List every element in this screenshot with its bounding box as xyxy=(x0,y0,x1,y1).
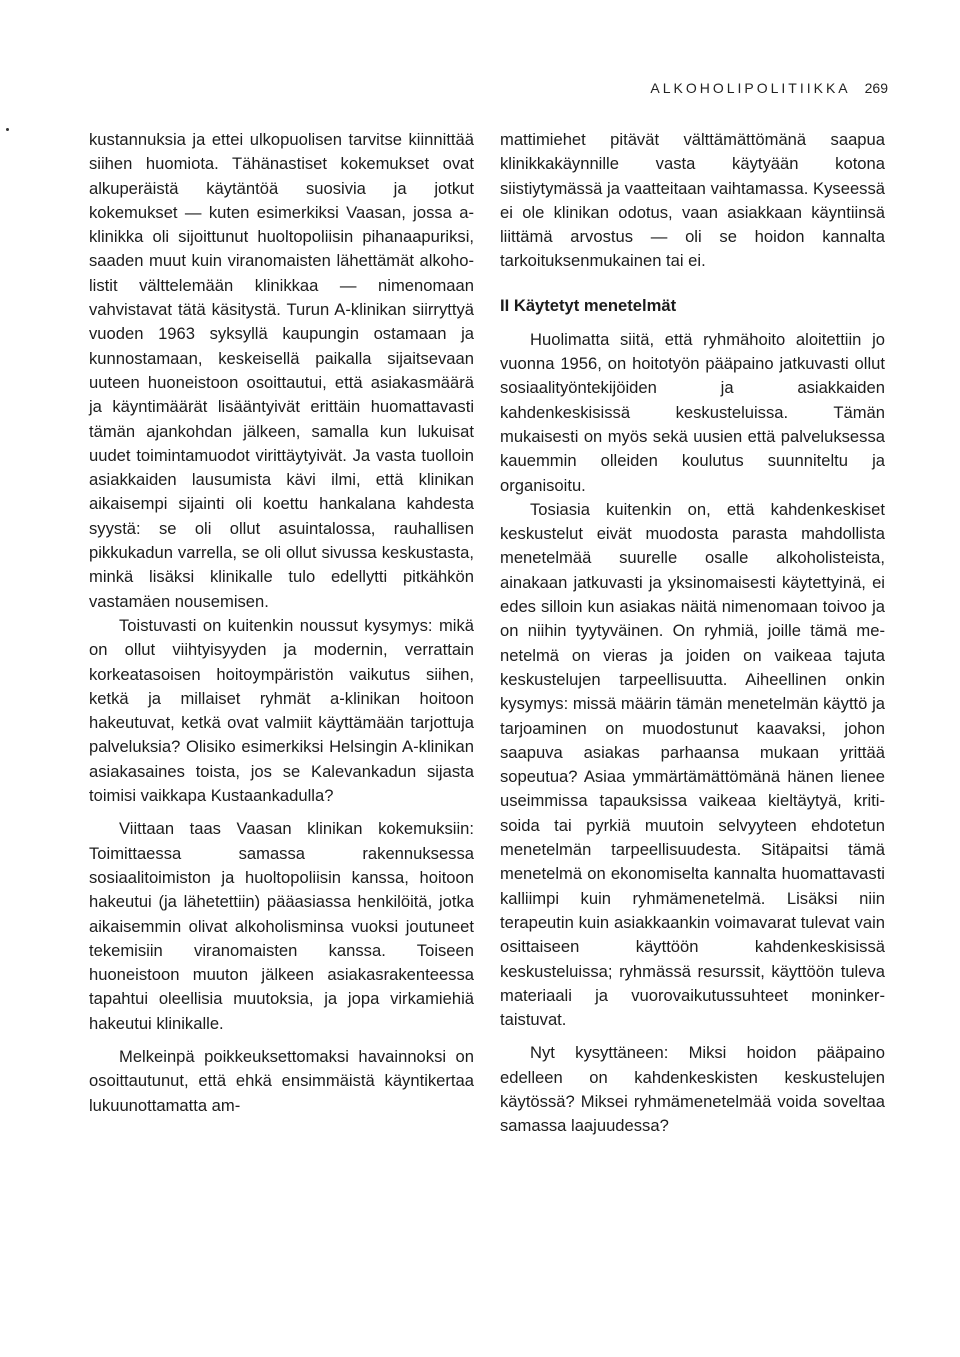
paragraph: Tosiasia kuitenkin on, että kahdenkeskiset keskustelut eivät muodosta parasta mahdollista menetelmää suurelle osalle alkoholisteista, ainakaan jatkuvasti ja yksinomaisesti käytettyinä, ei edes silloin kun asiakas näitä nimenomaan toivoo ja on niihin tyytyväinen. On ryhmiä, joille tämä menetelmä on vieras ja joiden on vaikeaa tajuta keskustelujen tarpeellisuutta. Aiheellinen onkin kysymys: missä määrin tämän menetelmän käyttö ja tarjoaminen on muodostunut kaavaksi, johon saapuva asiakas parhaansa mukaan yrittää sopeutua? Asiaa ymmärtämättömänä hänen lienee useimmissa tapauksissa vaikeaa kieltäytyä, kritisoida tai pyrkiä muutoin selvyyteen ehdotetun menetelmän tarpeellisuudesta. Sitäpaitsi tämä menetelmä on ekonomiselta kannalta huomattavasti kalliimpi kuin ryhmämenetelmä. Lisäksi niin terapeutin kuin asiakkaankin voimavarat tulevat vain osittaiseen käyttöön kahdenkeskisissä keskusteluissa; ryhmässä resurssit, käyttöön tuleva materiaali ja vuorovaikutussuhteet moninkertaistuvat. xyxy=(500,499,885,1030)
page-number: 269 xyxy=(864,80,888,96)
paragraph: Viittaan taas Vaasan klinikan kokemuksiin: Toimittaessa samassa rakennuksessa sosiaalitoimiston ja huoltopoliisin kanssa, hoitoon hakeutui (ja lähetettiin) pääasiassa henkilöitä, jotka aikaisemmin olivat alkoholisminsa vuoksi joutuneet tekemisiin viranomaisten kanssa. Toiseen huoneistoon muuton jälkeen asiakasrakenteessa tapahtui oleellisia muutoksia, ja jopa virkamiehiä hakeutui klinikalle. xyxy=(89,819,474,1033)
paragraph: kustannuksia ja ettei ulkopuolisen tarvitse kiinnittää siihen huomiota. Tähänastiset kokemukset ovat alkuperäistä käytäntöä suosivia ja jotkut kokemukset — kuten esimerkiksi Vaasan, jossa a-klinikka oli sijoittunut huoltopoliisin pihanaapuriksi, saaden muut kuin viranomaisten lähettämät alkoholistit välttelemään klinikkaa — nimenomaan vahvistavat tätä käsitystä. Turun A-klinikan siirryttyä vuoden 1963 syksyllä kaupungin ostamaan ja kunnostamaan, keskeisellä paikalla sijaitsevaan uuteen huoneistoon osoittautui, että asiakasmäärä ja käyntimäärät lisääntyivät erittäin huomattavasti tämän ajankohdan jälkeen, samalla kun lukuisat uudet toimintamuodot virittäytyivät. Ja vasta tuolloin asiakkaiden lausumista kävi ilmi, että klinikan aikaisempi sijainti oli koettu hankalana kahdesta syystä: se oli ollut asuintalossa, rauhallisen pikkukadun varrella, se oli ollut sivussa keskustasta, minkä lisäksi klinikalle tulo edellytti pitkähkön vastamäen nousemisen. xyxy=(89,130,474,611)
paragraph: mattimiehet pitävät välttämättömänä saapua klinikkakäynnille vasta käytyään kotona siistiytymässä ja vaatteitaan vaihtamassa. Kyseessä ei ole klinikan odotus, vaan asiakkaan käyntiinsä liittämä arvostus — oli se hoidon kannalta tarkoituksenmukainen tai ei. xyxy=(500,130,885,271)
section-heading: II Käytetyt menetelmät xyxy=(500,295,677,315)
margin-mark xyxy=(6,128,9,131)
right-column xyxy=(500,128,885,1139)
paragraph: Melkeinpä poikkeuksettomaksi havainnoksi on osoittautunut, että ehkä ensimmäistä käyntikertaa lukuunottamatta am- xyxy=(89,1046,474,1115)
running-title: ALKOHOLIPOLITIIKKA xyxy=(650,80,851,96)
running-header xyxy=(650,80,888,96)
left-column xyxy=(89,128,474,1118)
paragraph: Nyt kysyttäneen: Miksi hoidon pääpaino edelleen on kahdenkeskisten keskustelujen käytössä? Miksei ryhmämenetelmää voida soveltaa samassa laajuudessa? xyxy=(500,1043,885,1136)
paragraph: Huolimatta siitä, että ryhmähoito aloitettiin jo vuonna 1956, on hoitotyön pääpaino jatkuvasti ollut sosiaalityöntekijöiden ja asiakkaiden kahdenkeskisissä keskusteluissa. Tämän mukaisesti on myös sekä uusien että palveluksessa kauemmin olleiden koulutus suunniteltu ja organisoitu. xyxy=(500,329,885,495)
paragraph: Toistuvasti on kuitenkin noussut kysymys: mikä on ollut viihtyisyyden ja modernin, verrattain korkeatasoisen hoitoympäristön vaikutus siihen, ketkä ja millaiset ryhmät a-klinikan hoitoon hakeutuvat, ketkä ovat valmiit käyttämään tarjottuja palveluksia? Olisiko esimerkiksi Helsingin A-klinikan asiakasaines toista, jos se Kalevankadun sijasta toimisi vaikkapa Kustaankadulla? xyxy=(89,615,474,806)
